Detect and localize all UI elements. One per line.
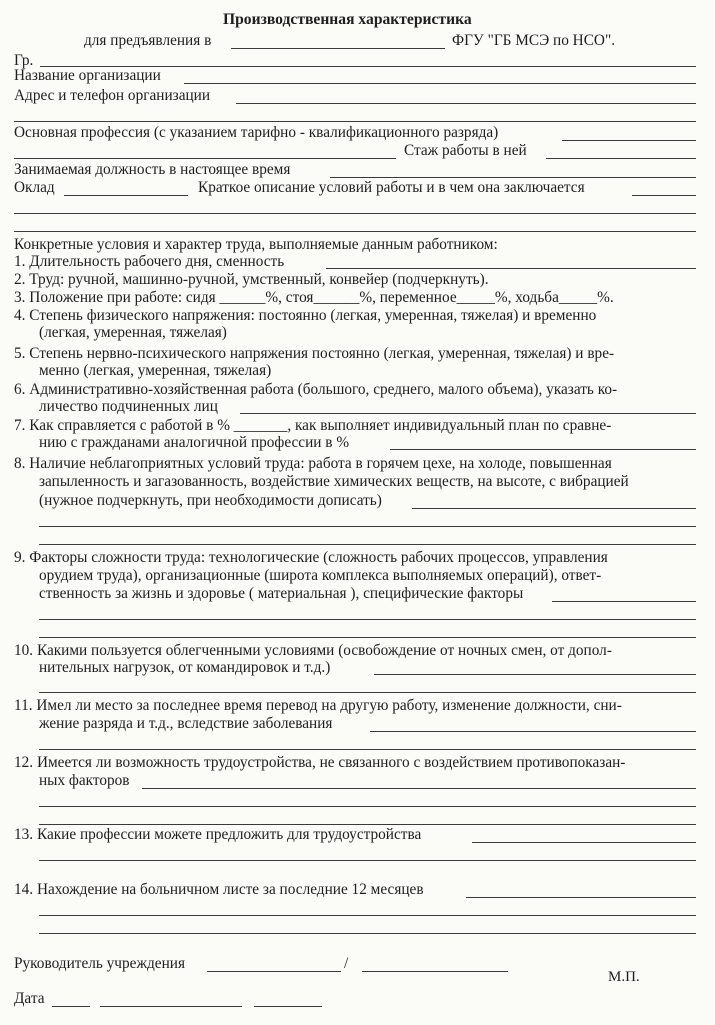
item-11-extra-line[interactable]	[39, 749, 696, 750]
experience-label: Стаж работы в ней	[404, 142, 527, 159]
item-12-extra-line-1[interactable]	[39, 806, 696, 807]
citizen-label: Гр.	[14, 52, 34, 69]
item-6-field-line[interactable]	[240, 413, 696, 414]
item-8-adverse-conditions-note: (нужное подчеркнуть, при необходимости дописать)	[39, 492, 382, 509]
item-14-field-line[interactable]	[466, 897, 696, 898]
item-11-transfer: 11. Имел ли место за последнее время перевод на другую работу, изменение должности, сни-	[14, 697, 622, 714]
org-address-label: Адрес и телефон организации	[14, 87, 211, 104]
item-10-extra-line[interactable]	[39, 692, 696, 693]
item-9-complexity-cont-2: ственность за жизнь и здоровье ( материальная ), специфические факторы	[39, 585, 524, 602]
head-signature-line[interactable]	[207, 971, 341, 972]
item-4-physical-strain: 4. Степень физического напряжения: постоянно (легкая, умеренная, тяжелая) и временно	[14, 307, 597, 324]
item-14-extra-line-1[interactable]	[39, 915, 696, 916]
duties-label: Краткое описание условий работы и в чем она заключается	[198, 179, 585, 196]
main-profession-label: Основная профессия (с указанием тарифно - квалификационного разряда)	[14, 124, 499, 141]
date-year-line[interactable]	[254, 1006, 322, 1007]
item-12-field-line[interactable]	[142, 788, 696, 789]
duties-extra-line-2[interactable]	[14, 231, 696, 232]
item-5-nervous-strain: 5. Степень нервно-психического напряжения постоянно (легкая, умеренная, тяжелая) и вре-	[14, 345, 615, 362]
duties-field-line[interactable]	[632, 195, 696, 196]
item-11-transfer-cont: жение разряда и т.д., вследствие заболевания	[39, 715, 333, 732]
duties-extra-line-1[interactable]	[14, 213, 696, 214]
item-10-field-line[interactable]	[374, 674, 696, 675]
experience-field-line[interactable]	[546, 158, 696, 159]
subtitle-prefix: для предъявления в	[84, 32, 212, 49]
item-11-field-line[interactable]	[370, 731, 696, 732]
item-14-sick-leave: 14. Нахождение на больничном листе за последние 12 месяцев	[14, 881, 424, 898]
stamp-placeholder: М.П.	[608, 969, 640, 985]
item-1-field-line[interactable]	[326, 268, 696, 269]
item-9-extra-line-2[interactable]	[39, 637, 696, 638]
item-9-complexity-cont: орудием труда), организационные (широта комплекса выполняемых операций), ответ-	[39, 567, 602, 584]
destination-field-line[interactable]	[231, 48, 445, 49]
item-10-easier-conditions: 10. Какими пользуется облегченными условиями (освобождение от ночных смен, от допол-	[14, 642, 612, 659]
item-3-work-position: 3. Положение при работе: сидя ______%, стоя______%, переменное_____%, ходьба_____%.	[14, 289, 614, 306]
org-name-label: Название организации	[14, 67, 161, 84]
item-7-performance: 7. Как справляется с работой в % _______, как выполняет индивидуальный план по сравне-	[14, 417, 612, 434]
position-label: Занимаемая должность в настоящее время	[14, 161, 291, 178]
item-13-field-line[interactable]	[472, 842, 696, 843]
item-1-workday: 1. Длительность рабочего дня, сменность	[14, 253, 285, 270]
item-8-field-line[interactable]	[412, 508, 696, 509]
head-name-line[interactable]	[362, 971, 508, 972]
item-8-adverse-conditions-cont: запыленность и загазованность, воздействие химических веществ, на высоте, с вибрацией	[39, 473, 629, 490]
item-10-easier-conditions-cont: нительных нагрузок, от командировок и т.д.)	[39, 659, 331, 676]
document-title: Производственная характеристика	[223, 11, 472, 28]
main-profession-extra-line[interactable]	[14, 158, 396, 159]
salary-field-line[interactable]	[64, 195, 188, 196]
subtitle-suffix: ФГУ "ГБ МСЭ по НСО".	[452, 32, 616, 49]
item-9-extra-line-1[interactable]	[39, 619, 696, 620]
org-address-field-line[interactable]	[236, 103, 696, 104]
item-13-extra-line[interactable]	[39, 860, 696, 861]
org-name-field-line[interactable]	[184, 83, 696, 84]
item-5-nervous-strain-cont: менно (легкая, умеренная, тяжелая)	[39, 362, 272, 379]
item-6-admin-work-cont: личество подчиненных лиц	[39, 398, 218, 415]
item-8-adverse-conditions: 8. Наличие неблагоприятных условий труда: работа в горячем цехе, на холоде, повышенная	[14, 455, 612, 472]
position-field-line[interactable]	[330, 177, 696, 178]
date-day-line[interactable]	[52, 1006, 90, 1007]
item-4-physical-strain-cont: (легкая, умеренная, тяжелая)	[39, 324, 227, 341]
item-8-extra-line-2[interactable]	[39, 544, 696, 545]
item-7-field-line[interactable]	[390, 449, 696, 450]
salary-label: Оклад	[14, 179, 55, 196]
item-2-labor-type: 2. Труд: ручной, машинно-ручной, умственный, конвейер (подчеркнуть).	[14, 271, 489, 288]
date-month-line[interactable]	[100, 1006, 242, 1007]
item-14-extra-line-2[interactable]	[39, 933, 696, 934]
main-profession-field-line[interactable]	[562, 140, 696, 141]
item-12-extra-line-2[interactable]	[39, 824, 696, 825]
conditions-intro: Конкретные условия и характер труда, выполняемые данным работником:	[14, 236, 498, 253]
item-9-complexity: 9. Факторы сложности труда: технологические (сложность рабочих процессов, управления	[14, 549, 608, 566]
head-of-institution-label: Руководитель учреждения	[14, 955, 185, 972]
item-9-field-line[interactable]	[552, 601, 696, 602]
item-6-admin-work: 6. Административно-хозяйственная работа (большого, среднего, малого объема), указать ко-	[14, 381, 618, 398]
item-12-employment-possibility-cont: ных факторов	[39, 772, 130, 789]
item-12-employment-possibility: 12. Имеется ли возможность трудоустройства, не связанного с воздействием противопоказан-	[14, 754, 626, 771]
org-address-extra-line[interactable]	[14, 121, 696, 122]
signature-slash: /	[344, 955, 349, 972]
item-7-performance-cont: нию с гражданами аналогичной профессии в %	[39, 434, 350, 451]
date-label: Дата	[14, 990, 45, 1007]
item-8-extra-line-1[interactable]	[39, 526, 696, 527]
item-13-suggested-professions: 13. Какие профессии можете предложить для трудоустройства	[14, 826, 422, 843]
